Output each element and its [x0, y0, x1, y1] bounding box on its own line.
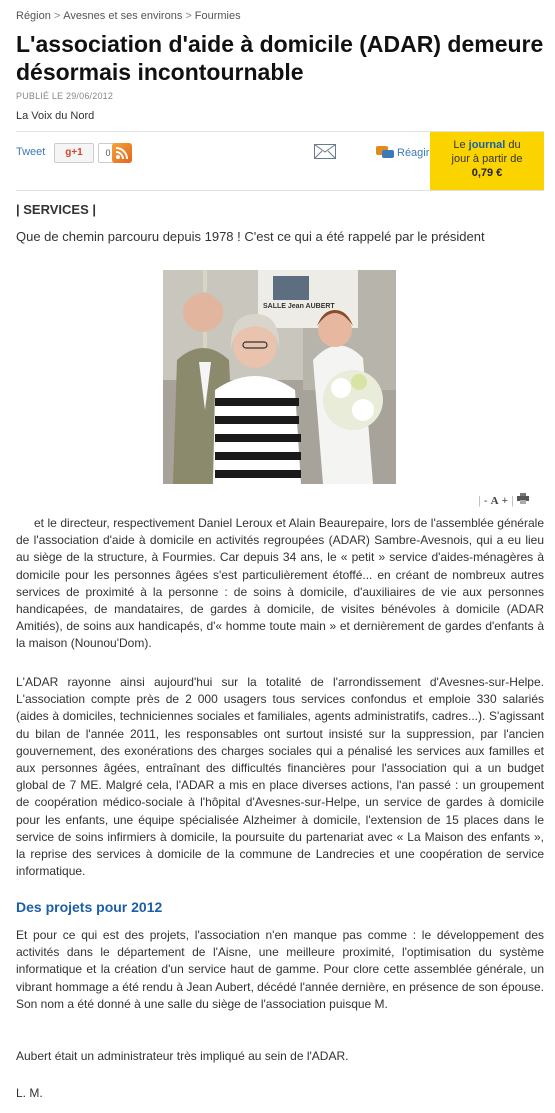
font-size-icon: A [490, 495, 499, 507]
breadcrumb-fourmies[interactable]: Fourmies [194, 10, 241, 22]
text-tools [478, 493, 529, 507]
paragraph: et le directeur, respectivement Daniel Leroux et Alain Beaurepaire, lors de l'assemblée générale de l'association d'aide à domicile en activités regroupées (ADAR) Sambre-Avesnois, qui a eu lieu au siège de la structure, à Fourmies. Car depuis 34 ans, le « petit » service d'aides-ménagères à domicile pour les personnes âgées s'est particulièrement étoffé... en créant de nombreux autres services de proximité à la personne : de soins à domicile, d'auxiliaires de vie aux personnes handicapées, de mandataires, de gardes à domicile, de visites bénévoles à domicile (ADAR Amitiés), de soins aux handicapés, d'« homme toute main » et dernièrement de gardes d'enfants à la maison (Nounou'Dom). [16, 516, 544, 651]
tools-separator: | [478, 495, 481, 507]
google-plus-count: 0 [98, 143, 118, 163]
journal-promo-line2: jour à partir de [451, 153, 523, 165]
tools-separator: | [511, 495, 515, 507]
print-icon[interactable] [517, 493, 529, 504]
decrease-font-button[interactable]: - [483, 495, 488, 507]
journal-price: 0,79 € [471, 167, 503, 179]
journal-promo-box[interactable] [430, 132, 544, 190]
breadcrumb-avesnes[interactable]: Avesnes et ses environs [63, 10, 183, 22]
author-initials: L. M. [16, 1086, 43, 1100]
breadcrumb-separator: > [53, 10, 61, 22]
google-plus-button[interactable]: g+1 [54, 143, 94, 163]
divider [16, 190, 544, 191]
breadcrumb-region[interactable]: Région [16, 10, 51, 22]
breadcrumb-separator: > [185, 10, 192, 22]
rss-icon[interactable] [112, 143, 132, 163]
article-headline: L'association d'aide à domicile (ADAR) demeure désormais incontournable [16, 31, 544, 85]
article-source: La Voix du Nord [16, 110, 95, 122]
article-intro: Que de chemin parcouru depuis 1978 ! C'est ce qui a été rappelé par le président [16, 229, 485, 244]
publish-date: PUBLIÉ LE 29/06/2012 [16, 91, 114, 101]
journal-promo-line1: Le journal du [453, 139, 521, 151]
tweet-button[interactable]: Tweet [16, 146, 46, 158]
paragraph: L'ADAR rayonne ainsi aujourd'hui sur la totalité de l'arrondissement d'Avesnes-sur-Helpe. L'association compte près de 2 000 usagers tous services confondus et emploie 330 salariés (aides à domiciles, techniciennes sociales et familiales, agents administratifs, cadres...). S'agissant du bilan de l'année 2011, les responsables ont surtout insisté sur la suppression, par l'ancien gouvernement, des exonérations des charges sociales qui a pénalisé les services aux familles et aux personnes âgées, entraînant des difficultés financières pour l'association qui a un budget global de 7 ME. Malgré cela, l'ADAR a mis en place diverses actions, l'an passé : un groupement de coopération médico-sociale à l'hôpital d'Avesnes-sur-Helpe, un service de gardes à domicile pour les enfants, une équipe spécialisée Alzheimer à domicile, l'extension de 15 places dans le service de soins infirmiers à domicile, la poursuite du partenariat avec « La Maison des enfants », la reprise des services à domicile de la commune de Landrecies et une coopération de service informatique. [16, 675, 544, 879]
mail-icon[interactable] [314, 144, 336, 159]
photo-sign-text: SALLE Jean AUBERT [263, 303, 335, 310]
react-link[interactable]: Réagir [397, 147, 430, 159]
subheading: Des projets pour 2012 [16, 899, 163, 915]
increase-font-button[interactable]: + [501, 495, 509, 507]
breadcrumb [16, 10, 241, 22]
article-photo [163, 270, 396, 484]
section-tag: | SERVICES | [16, 202, 97, 217]
paragraph: Et pour ce qui est des projets, l'association n'en manque pas comme : le développement des activités dans le département de l'Aisne, une meilleure proximité, l'optimisation du système informatique et la création d'un service haut de gamme. Pour clore cette assemblée générale, un vibrant hommage a été rendu à Jean Aubert, décédé l'année dernière, en présence de son épouse. Son nom a été donné à une salle du siège de l'association puisque M. [16, 928, 544, 1011]
paragraph: Aubert était un administrateur très impliqué au sein de l'ADAR. [16, 1049, 349, 1063]
comment-icon[interactable] [376, 146, 394, 160]
